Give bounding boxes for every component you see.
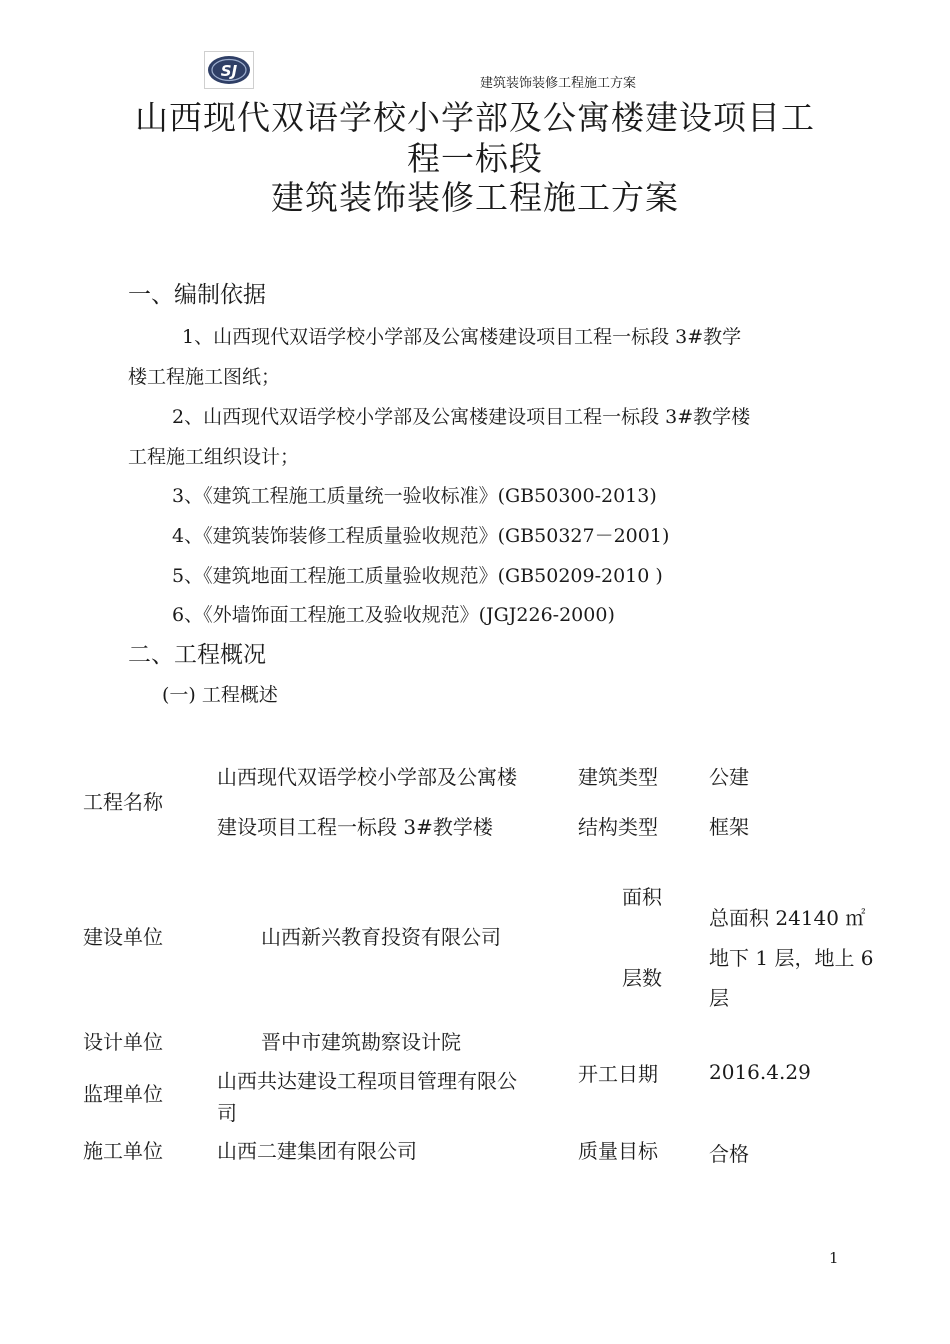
section-heading-overview: 二、工程概况 — [128, 642, 266, 668]
table-value-project-name-1: 山西现代双语学校小学部及公寓楼 — [217, 765, 517, 789]
basis-item-1-cont: 楼工程施工图纸； — [128, 366, 281, 388]
table-value-designer: 晋中市建筑勘察设计院 — [261, 1030, 461, 1054]
table-label-supervisor: 监理单位 — [83, 1082, 163, 1106]
table-value-owner: 山西新兴教育投资有限公司 — [261, 925, 501, 949]
document-title-line-3: 建筑装饰装修工程施工方案 — [271, 178, 679, 217]
basis-item-1: 1、山西现代双语学校小学部及公寓楼建设项目工程一标段 3#教学 — [182, 326, 742, 348]
basis-item-6: 6、《外墙饰面工程施工及验收规范》(JGJ226-2000) — [172, 604, 615, 626]
table-label-structure-type: 结构类型 — [578, 815, 658, 839]
table-value-project-name-2: 建设项目工程一标段 3#教学楼 — [217, 815, 493, 839]
table-label-start-date: 开工日期 — [578, 1062, 658, 1086]
table-label-designer: 设计单位 — [83, 1030, 163, 1054]
running-header: 建筑装饰装修工程施工方案 — [480, 76, 637, 91]
table-label-floors: 层数 — [622, 966, 662, 990]
company-logo — [204, 51, 254, 89]
page-number: 1 — [829, 1249, 839, 1267]
table-value-structure-type: 框架 — [709, 815, 749, 839]
table-label-owner: 建设单位 — [83, 925, 163, 949]
table-label-contractor: 施工单位 — [83, 1139, 163, 1163]
logo-lettering: SJ — [220, 62, 238, 80]
table-value-area: 总面积 24140 ㎡ — [709, 906, 866, 930]
table-value-contractor: 山西二建集团有限公司 — [217, 1139, 417, 1163]
table-value-floors-1: 地下 1 层，地上 6 — [709, 946, 874, 970]
table-label-building-type: 建筑类型 — [578, 765, 658, 789]
table-value-quality: 合格 — [709, 1142, 749, 1166]
document-title-line-2: 程一标段 — [407, 139, 543, 178]
table-value-floors-2: 层 — [709, 986, 729, 1010]
table-value-start-date: 2016.4.29 — [709, 1060, 811, 1084]
table-value-supervisor-2: 司 — [217, 1101, 237, 1125]
basis-item-2-cont: 工程施工组织设计； — [128, 446, 300, 468]
section-heading-basis: 一、编制依据 — [128, 282, 266, 308]
table-label-project-name: 工程名称 — [83, 790, 163, 814]
table-label-quality: 质量目标 — [578, 1139, 658, 1163]
logo-emblem-icon — [205, 52, 253, 88]
basis-item-4: 4、《建筑装饰装修工程质量验收规范》(GB50327－2001) — [172, 525, 670, 547]
basis-item-2: 2、山西现代双语学校小学部及公寓楼建设项目工程一标段 3#教学楼 — [172, 406, 751, 428]
basis-item-5: 5、《建筑地面工程施工质量验收规范》(GB50209-2010 ) — [172, 565, 663, 587]
table-label-area: 面积 — [622, 885, 662, 909]
basis-item-3: 3、《建筑工程施工质量统一验收标准》(GB50300-2013) — [172, 485, 657, 507]
table-value-supervisor-1: 山西共达建设工程项目管理有限公 — [217, 1069, 517, 1093]
table-value-building-type: 公建 — [709, 765, 749, 789]
document-title-line-1: 山西现代双语学校小学部及公寓楼建设项目工 — [135, 98, 815, 137]
subsection-heading-summary: (一) 工程概述 — [162, 684, 278, 706]
